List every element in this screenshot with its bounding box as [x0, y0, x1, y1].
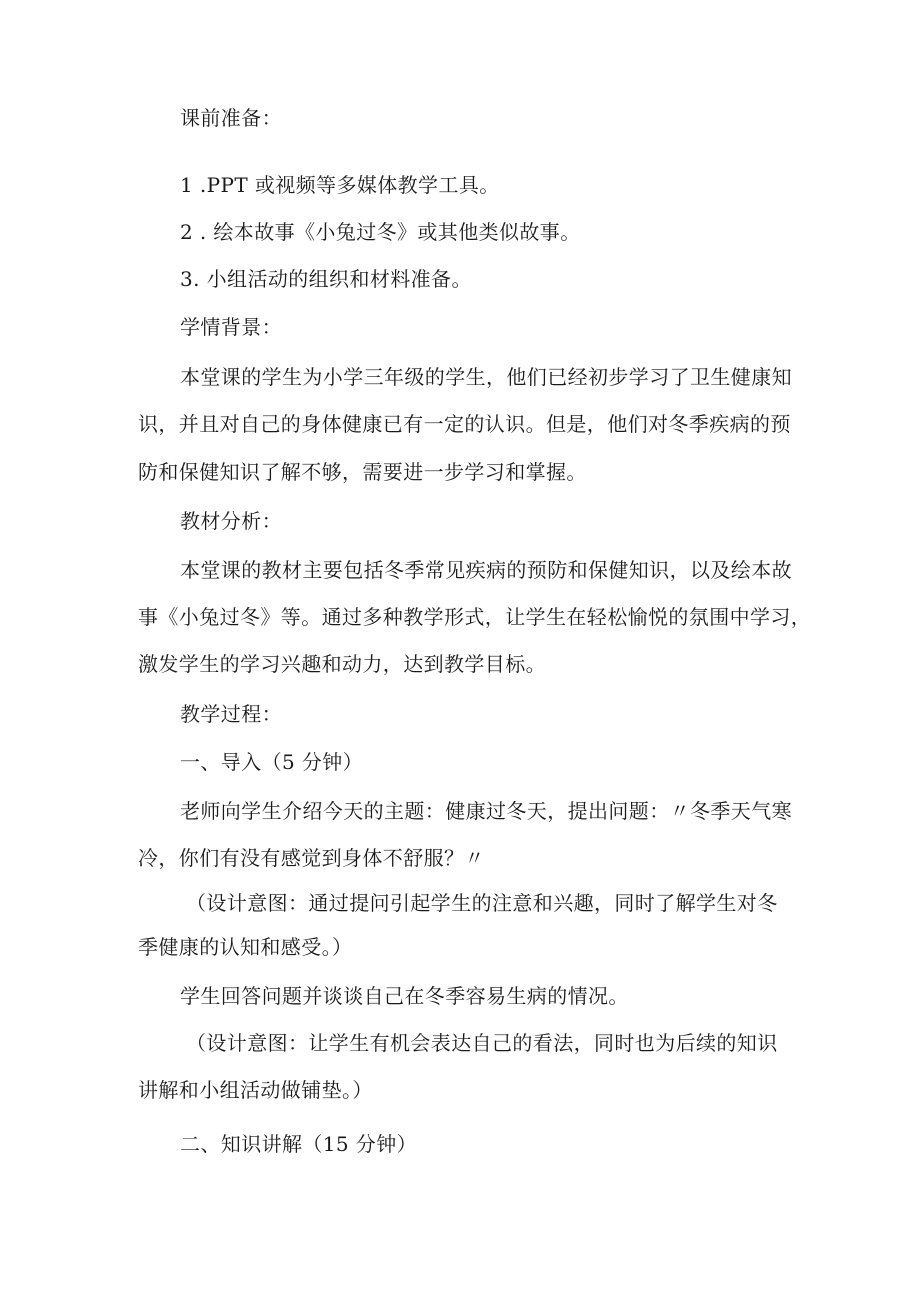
paragraph-line: 学生回答问题并谈谈自己在冬季容易生病的情况。 — [180, 984, 629, 1008]
paragraph-line: 冷，你们有没有感觉到身体不舒服？〃 — [138, 846, 485, 870]
paragraph-line: 激发学生的学习兴趣和动力，达到教学目标。 — [138, 652, 546, 676]
design-note-line: 季健康的认知和感受。） — [138, 935, 353, 959]
heading-material-analysis: 教材分析： — [180, 509, 282, 533]
design-note-line: 讲解和小组活动做铺垫。） — [138, 1078, 373, 1102]
heading-preparation: 课前准备： — [180, 106, 282, 130]
list-item-2: 2 . 绘本故事《小兔过冬》或其他类似故事。 — [180, 220, 581, 244]
design-note-line: （设计意图：通过提问引起学生的注意和兴趣，同时了解学生对冬 — [186, 891, 778, 915]
section-heading-intro: 一、导入（5 分钟） — [180, 750, 364, 774]
paragraph-line: 识，并且对自己的身体健康已有一定的认识。但是，他们对冬季疾病的预 — [138, 412, 791, 436]
paragraph-line: 防和保健知识了解不够，需要进一步学习和掌握。 — [138, 460, 587, 484]
list-item-1: 1 .PPT 或视频等多媒体教学工具。 — [180, 173, 500, 197]
paragraph-line: 本堂课的学生为小学三年级的学生，他们已经初步学习了卫生健康知 — [180, 365, 792, 389]
paragraph-line: 本堂课的教材主要包括冬季常见疾病的预防和保健知识，以及绘本故 — [180, 558, 792, 582]
design-note-line: （设计意图：让学生有机会表达自己的看法，同时也为后续的知识 — [186, 1031, 778, 1055]
paragraph-line: 老师向学生介绍今天的主题：健康过冬天，提出问题：〃冬季天气寒 — [180, 799, 792, 823]
heading-teaching-process: 教学过程： — [180, 702, 282, 726]
paragraph-line: 事《小兔过冬》等。通过多种教学形式，让学生在轻松愉悦的氛围中学习， — [138, 605, 812, 629]
list-item-3: 3. 小组活动的组织和材料准备。 — [180, 267, 472, 291]
section-heading-knowledge: 二、知识讲解（15 分钟） — [180, 1132, 418, 1156]
heading-background: 学情背景： — [180, 315, 282, 339]
